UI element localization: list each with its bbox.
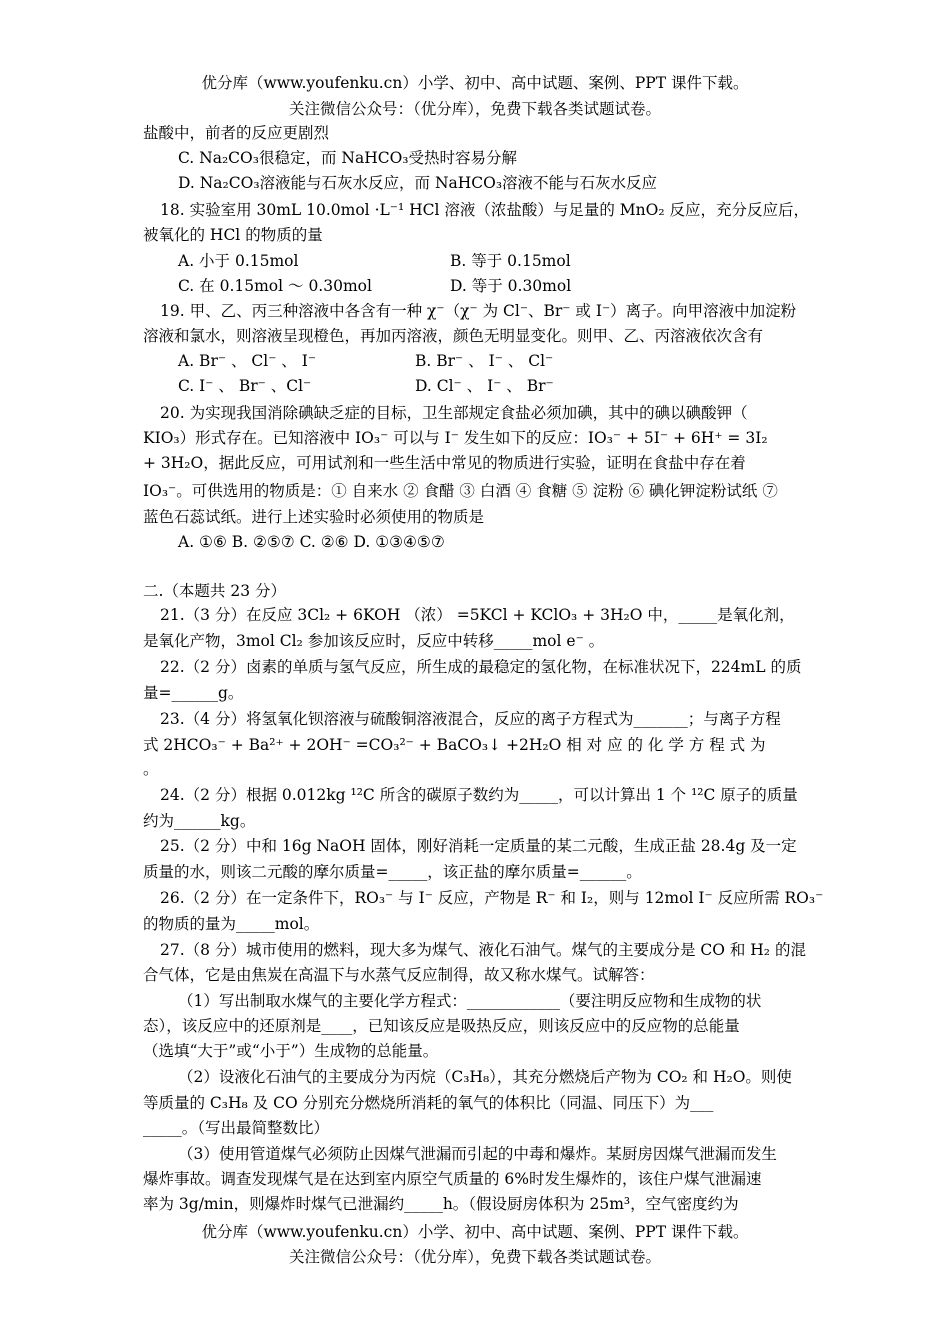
q27-part3-line-1: （3）使用管道煤气必须防止因煤气泄漏而引起的中毒和爆炸。某厨房因煤气泄漏而发生 (178, 1145, 777, 1163)
q27-part3-line-2: 爆炸事故。调查发现煤气是在达到室内原空气质量的 6%时发生爆炸的，该住户煤气泄漏速 (143, 1170, 762, 1188)
q20-stem-line-4: IO₃⁻。可供选用的物质是：① 自来水 ② 食醋 ③ 白酒 ④ 食糖 ⑤ 淀粉 ⑥ 碘化钾淀粉试纸 ⑦ (143, 482, 778, 500)
body-line: 盐酸中，前者的反应更剧烈 (143, 124, 330, 142)
q18-option-d: D. 等于 0.30mol (450, 277, 572, 295)
q23-line-1: 23.（4 分）将氢氧化钡溶液与硫酸铜溶液混合，反应的离子方程式为_______；与离子方程 (160, 710, 781, 728)
section-heading: 二.（本题共 23 分） (143, 582, 287, 600)
q18-option-a: A. 小于 0.15mol (178, 252, 299, 270)
q27-part2-line-2: 等质量的 C₃H₈ 及 CO 分别充分燃烧所消耗的氧气的体积比（同温、同压下）为___ (143, 1094, 714, 1112)
q19-stem-line-1: 19. 甲、乙、丙三种溶液中各含有一种 χ⁻（χ⁻ 为 Cl⁻、Br⁻ 或 I⁻）离子。向甲溶液中加淀粉 (160, 302, 797, 320)
q18-option-c: C. 在 0.15mol ～ 0.30mol (178, 277, 372, 295)
q19-stem-line-2: 溶液和氯水，则溶液呈现橙色，再加丙溶液，颜色无明显变化。则甲、乙、丙溶液依次含有 (143, 327, 764, 345)
q19-option-a: A. Br⁻ 、 Cl⁻ 、 I⁻ (178, 352, 317, 370)
q26-line-1: 26.（2 分）在一定条件下，RO₃⁻ 与 I⁻ 反应，产物是 R⁻ 和 I₂，则与 12mol I⁻ 反应所需 RO₃⁻ (160, 889, 824, 907)
q27-part1-line-1: （1）写出制取水煤气的主要化学方程式：____________（要注明反应物和生成物的状 (178, 992, 762, 1010)
q27-part1-line-3: （选填“大于”或“小于”）生成物的总能量。 (143, 1042, 439, 1060)
option-c: C. Na₂CO₃很稳定，而 NaHCO₃受热时容易分解 (178, 149, 517, 167)
q19-option-d: D. Cl⁻ 、 I⁻ 、 Br⁻ (415, 377, 554, 395)
q20-stem-line-5: 蓝色石蕊试纸。进行上述实验时必须使用的物质是 (143, 508, 485, 526)
q22-line-2: 量=______g。 (143, 684, 244, 702)
header-line-2: 关注微信公众号：（优分库），免费下载各类试题试卷。 (288, 100, 661, 118)
q18-option-b: B. 等于 0.15mol (450, 252, 571, 270)
q20-stem-line-3: + 3H₂O，据此反应，可用试剂和一些生活中常见的物质进行实验，证明在食盐中存在着 (143, 454, 746, 472)
q25-line-1: 25.（2 分）中和 16g NaOH 固体，刚好消耗一定质量的某二元酸，生成正盐 28.4g 及一定 (160, 837, 797, 855)
q27-line-2: 合气体，它是由焦炭在高温下与水蒸气反应制得，故又称水煤气。试解答： (143, 966, 655, 984)
q18-stem-line-1: 18. 实验室用 30mL 10.0mol ·L⁻¹ HCl 溶液（浓盐酸）与足量的 MnO₂ 反应，充分反应后， (160, 201, 810, 219)
q24-line-1: 24.（2 分）根据 0.012kg ¹²C 所含的碳原子数约为_____，可以计算出 1 个 ¹²C 原子的质量 (160, 786, 798, 804)
q20-options: A. ①⑥ B. ②⑤⑦ C. ②⑥ D. ①③④⑤⑦ (178, 533, 445, 551)
q27-part3-line-3: 率为 3g/min，则爆炸时煤气已泄漏约_____h。（假设厨房体积为 25m³，空气密度约为 (143, 1195, 739, 1213)
q27-part2-line-1: （2）设液化石油气的主要成分为丙烷（C₃H₈），其充分燃烧后产物为 CO₂ 和 H₂O。则使 (178, 1068, 792, 1086)
q27-line-1: 27.（8 分）城市使用的燃料，现大多为煤气、液化石油气。煤气的主要成分是 CO 和 H₂ 的混 (160, 941, 806, 959)
q27-part2-line-3: _____。（写出最简整数比） (143, 1119, 330, 1137)
q24-line-2: 约为______kg。 (143, 812, 256, 830)
q23-line-3: 。 (143, 760, 159, 778)
q19-option-c: C. I⁻ 、 Br⁻ 、Cl⁻ (178, 377, 312, 395)
option-d: D. Na₂CO₃溶液能与石灰水反应，而 NaHCO₃溶液不能与石灰水反应 (178, 174, 658, 192)
q19-option-b: B. Br⁻ 、 I⁻ 、 Cl⁻ (415, 352, 554, 370)
q20-stem-line-2: KIO₃）形式存在。已知溶液中 IO₃⁻ 可以与 I⁻ 发生如下的反应：IO₃⁻ + 5I⁻ + 6H⁺ = 3I₂ (143, 429, 768, 447)
footer-line-1: 优分库（www.youfenku.cn）小学、初中、高中试题、案例、PPT 课件下载。 (201, 1223, 749, 1241)
q21-line-1: 21.（3 分）在反应 3Cl₂ + 6KOH （浓） =5KCl + KClO₃ + 3H₂O 中，_____是氧化剂， (160, 606, 795, 624)
q21-line-2: 是氧化产物，3mol Cl₂ 参加该反应时，反应中转移_____mol e⁻ 。 (143, 632, 605, 650)
q27-part1-line-2: 态），该反应中的还原剂是____，已知该反应是吸热反应，则该反应中的反应物的总能量 (143, 1017, 740, 1035)
q26-line-2: 的物质的量为_____mol。 (143, 915, 320, 933)
q23-line-2: 式 2HCO₃⁻ + Ba²⁺ + 2OH⁻ =CO₃²⁻ + BaCO₃↓ +2H₂O 相 对 应 的 化 学 方 程 式 为 (143, 736, 766, 754)
q22-line-1: 22.（2 分）卤素的单质与氢气反应，所生成的最稳定的氢化物，在标准状况下，224mL 的质 (160, 658, 802, 676)
footer-line-2: 关注微信公众号：（优分库），免费下载各类试题试卷。 (288, 1248, 661, 1266)
q18-stem-line-2: 被氧化的 HCl 的物质的量 (143, 226, 323, 244)
q20-stem-line-1: 20. 为实现我国消除碘缺乏症的目标，卫生部规定食盐必须加碘，其中的碘以碘酸钾（ (160, 404, 748, 422)
q25-line-2: 质量的水，则该二元酸的摩尔质量=_____，该正盐的摩尔质量=______。 (143, 863, 642, 881)
header-line-1: 优分库（www.youfenku.cn）小学、初中、高中试题、案例、PPT 课件下载。 (201, 74, 749, 92)
